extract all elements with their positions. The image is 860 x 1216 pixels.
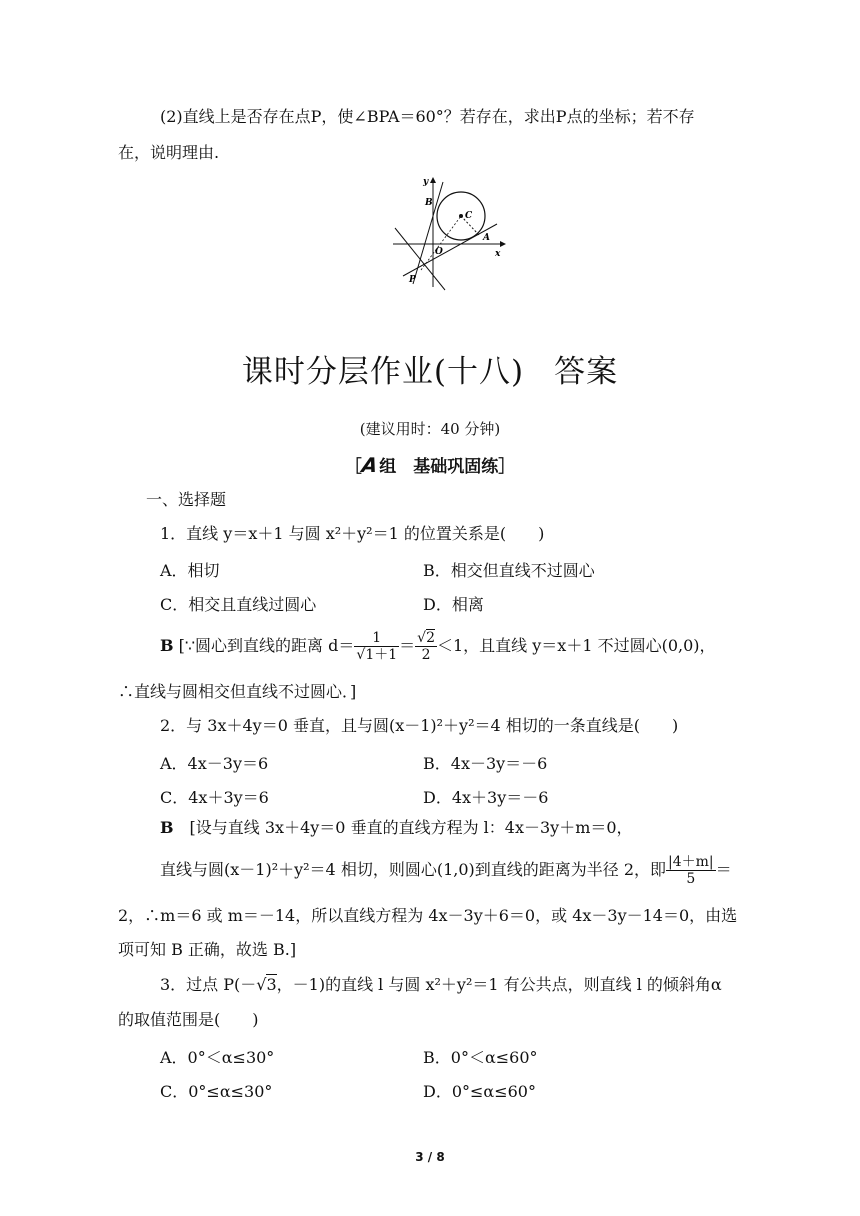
label-y: y <box>423 177 429 187</box>
title-suffix: 答案 <box>554 354 619 390</box>
q2-answer-line2-post: ＝ <box>715 860 732 879</box>
segment-pc <box>421 216 461 270</box>
circle-tangent-figure <box>385 172 515 292</box>
q1-option-a: A．相切 <box>160 561 220 580</box>
q1-option-b: B．相交但直线不过圆心 <box>423 561 595 580</box>
q3-stem-line2: 的取值范围是( ) <box>118 1010 259 1029</box>
q2-answer-line4: 项可知 B 正确，故选 B.] <box>118 940 297 959</box>
q1-stem-a: 1．直线 <box>160 524 224 543</box>
q3-sqrt-value: 3 <box>266 975 277 994</box>
q3-option-c: C．0°≤α≤30° <box>160 1082 273 1101</box>
label-c: C <box>465 211 473 221</box>
line-l <box>395 228 445 290</box>
q1-frac1-num: 1 <box>354 630 399 647</box>
q2-answer-line1 <box>160 818 633 838</box>
q2-frac-den: 5 <box>686 871 696 887</box>
prev-question-line2: 在，说明理由. <box>118 143 220 162</box>
q2-option-d: D．4x＋3y＝－6 <box>423 788 549 807</box>
q2-stem: 2．与 3x＋4y＝0 垂直，且与圆(x－1)²＋y²＝4 相切的一条直线是( ) <box>160 716 679 735</box>
q2-answer-text1: [设与直线 3x＋4y＝0 垂直的直线方程为 l：4x－3y＋m＝0， <box>189 818 633 837</box>
group-a-mark: A <box>360 453 379 477</box>
q2-option-a: A．4x－3y＝6 <box>160 754 269 773</box>
prev-question-line1: (2)直线上是否存在点P，使∠BPA＝60°？若存在，求出P点的坐标；若不存 <box>160 107 695 126</box>
q2-option-c: C．4x＋3y＝6 <box>160 788 269 807</box>
label-p: P <box>409 275 416 285</box>
q1-answer: B [∵圆心到直线的距离 d＝ $\frac{1}{√1+1}$ ＝ $\frac{√2}{2}$ ＜1，且直线 y＝x＋1 不过圆心(0,0)， <box>160 630 716 663</box>
q1-stem-b: y＝x＋1 与圆 x²＋y²＝1 的位置关系是( ) <box>223 524 545 543</box>
q3-stem: 3．过点 P(－√3，－1)的直线 l 与圆 x²＋y²＝1 有公共点，则直线 l 的倾斜角α <box>160 975 722 994</box>
q1-option-c: C．相交且直线过圆心 <box>160 595 317 614</box>
q1-answer-line2: ∴直线与圆相交但直线不过圆心．] <box>118 682 357 701</box>
q2-option-b: B．4x－3y＝－6 <box>423 754 548 773</box>
q1-fraction-result <box>415 630 437 663</box>
q1-frac2-num: √2 <box>417 630 435 646</box>
q3-option-d: D．0°≤α≤60° <box>423 1082 536 1101</box>
time-hint: (建议用时：40 分钟) <box>359 420 501 438</box>
tangent-line-pa <box>403 224 497 276</box>
title-main: 课时分层作业(十八) <box>241 354 525 390</box>
q1-answer-letter: B <box>160 636 174 655</box>
q1-fraction-distance <box>354 630 399 663</box>
group-heading <box>0 452 860 477</box>
q3-option-b: B．0°＜α≤60° <box>423 1048 538 1067</box>
group-text: 组 基础巩固练 <box>379 457 499 477</box>
q2-frac-num: |4＋m| <box>668 854 714 870</box>
label-b: B <box>425 198 433 208</box>
q2-fraction <box>666 854 716 887</box>
label-o: O <box>435 247 443 257</box>
q2-answer-line3: 2，∴m＝6 或 m＝－14，所以直线方程为 4x－3y＋6＝0，或 4x－3y－14＝0，由选 <box>118 906 738 925</box>
q3-stem-post: ，－1)的直线 l 与圆 x²＋y²＝1 有公共点，则直线 l 的倾斜角α <box>276 975 722 994</box>
bracket-left: ［ <box>344 457 362 477</box>
section-heading: 一、选择题 <box>146 490 227 509</box>
q1-option-d: D．相离 <box>423 595 484 614</box>
page-number: 3 / 8 <box>415 1150 445 1164</box>
page-title <box>0 352 860 392</box>
q3-option-a: A．0°＜α≤30° <box>160 1048 275 1067</box>
q2-answer-line2-pre: 直线与圆(x－1)²＋y²＝4 相切，则圆心(1,0)到直线的距离为半径 2，即 <box>160 860 667 879</box>
label-x: x <box>495 249 501 259</box>
q2-answer-letter: B <box>160 818 174 837</box>
q1-frac1-den: √1＋1 <box>356 647 398 663</box>
q1-answer-pre: [∵圆心到直线的距离 d＝ <box>178 636 355 655</box>
q1-frac2-den: 2 <box>421 647 431 663</box>
label-a: A <box>483 233 490 243</box>
bracket-right: ］ <box>498 457 516 477</box>
q1-answer-post: ＜1，且直线 y＝x＋1 不过圆心(0,0)， <box>437 636 716 655</box>
q1-stem <box>160 524 544 544</box>
q3-stem-pre: 3．过点 P(－ <box>160 975 257 994</box>
q2-answer-line2 <box>160 850 732 890</box>
